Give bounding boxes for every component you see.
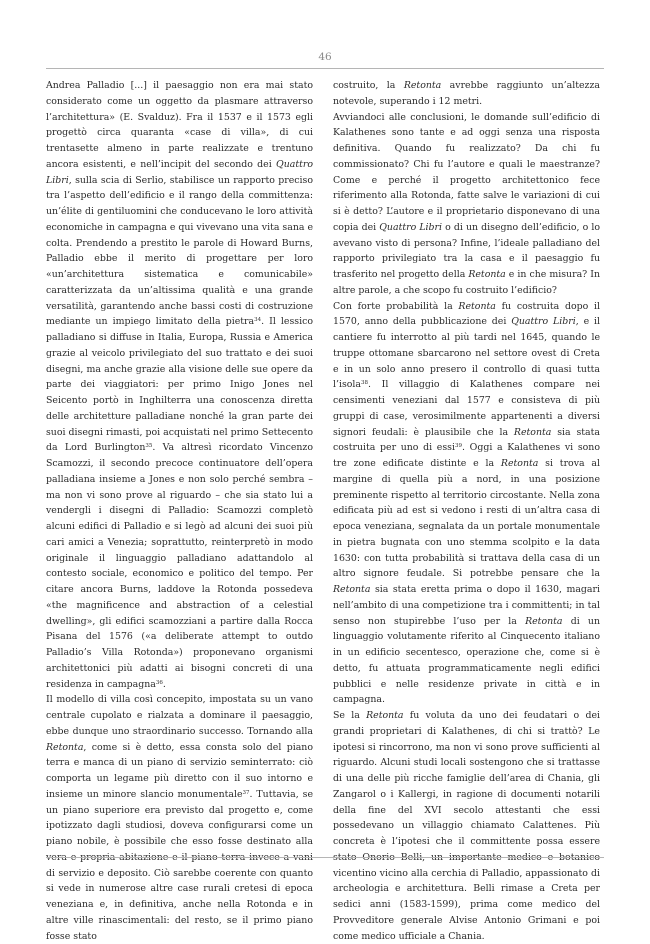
text-run: Avviandoci alle conclusioni, le domande sull’edificio di Kalathenes sono tante e ad oggi senza una risposta definitiva. Quando fu realizzato? Da chi fu commissionato? Chi fu l’autore e quali le maestranze? Come e perché il progetto architettonico fece riferimento alla Rotonda, fatte salve le variazioni di cui si è detto? L’autore e il proprietario disponevano di una copia dei xyxy=(333,111,600,233)
text-run: o di un disegno dell’edificio, o lo avevano visto di persona? Infine, l’ideale palladiano del rapporto privilegiato tra la casa e il paesaggio fu trasferito nel progetto della xyxy=(333,221,600,280)
text-run: costruito, la xyxy=(333,80,404,91)
italic-text: Quattro Libri xyxy=(46,158,313,186)
text-run: e in che misura? In altre parole, a che scopo fu costruito l’edificio? xyxy=(333,269,600,296)
italic-text: Retonta xyxy=(500,458,539,469)
text-run: Con forte probabilità la xyxy=(333,300,459,312)
text-run: Il modello di villa così concepito, impostata su un vano centrale cupolato e rialzata a dominare il paesaggio, ebbe dunque uno straordinario successo. Tornando alla xyxy=(46,694,313,737)
paragraph xyxy=(333,78,600,110)
text-run: avrebbe raggiunto un’altezza notevole, superando i 12 metri. xyxy=(333,80,600,107)
italic-text: Quattro Libri xyxy=(511,316,576,328)
text-run: . Tuttavia, se un piano superiore era previsto dal progetto e, come ipotizzato dagli studiosi, doveva configurarsi come un piano nobile, è possibile che esso fosse destinato alla vera e propria abitazione e il piano terra invece a vani di servizio e deposito. Ciò sarebbe coerente con quanto si vede in numerose altre case rurali cretesi di epoca veneziana e, in definitiva, anche nella Rotonda e in altre ville rinascimentali: del resto, se il primo piano fosse stato xyxy=(46,788,313,942)
text-run: , come si è detto, essa consta solo del piano terra e manca di un piano di servizio seminterrato: ciò comporta un legame più diretto con il suo intorno e insieme un minore slancio monumentale xyxy=(46,741,313,800)
footnote-marker: 39 xyxy=(454,443,462,450)
paragraph xyxy=(46,692,313,944)
italic-text: Retonta xyxy=(333,584,371,595)
page-number: 46 xyxy=(318,51,332,63)
footnote-marker: 34 xyxy=(254,317,262,324)
footnote-marker: 37 xyxy=(242,789,250,796)
text-run: sia stata costruita per uno di essi xyxy=(333,426,600,454)
italic-text: Retonta xyxy=(366,710,404,721)
italic-text: Retonta xyxy=(403,80,442,91)
text-run: fu voluta da uno dei feudatari o dei grandi proprietari di Kalathenes, di chi si trattò? Le ipotesi si rincorrono, ma non vi sono prove sufficienti al riguardo. Alcuni studi locali sostengono che si trattasse di una delle più ricche famiglie dell’area di Chania, gli Zangarol o i Kallergi, in ragione di documenti notarili della fine del XVI secolo attestanti che essi possedevano un villaggio chiamato Calattenes. Più concreta è l’ipotesi che il committente possa essere stato Onorio Belli, un importante medico e botanico vicentino vicino alla cerchia di Palladio, appassionato di archeologia e architettura. Belli rimase a Creta per sedici anni (1583-1599), prima come medico del Provveditore generale Alvise Antonio Grimani e poi come medico ufficiale a Chania. xyxy=(333,710,600,942)
paragraph xyxy=(333,110,600,299)
paragraph xyxy=(46,78,313,692)
paragraph xyxy=(333,708,600,944)
left-column xyxy=(46,78,313,942)
text-run: , e il cantiere fu interrotto al più tardi nel 1645, quando le truppe ottomane sbarcarono nel settore ovest di Creta e in un solo anno presero il controllo di quasi tutta l’isola xyxy=(333,316,600,391)
text-run: Andrea Palladio [...] il paesaggio non era mai stato considerato come un oggetto da plasmare attraverso l’architettura» (E. Svalduz). Fra il 1537 e il 1573 egli progettò circa quaranta «case di villa», di cui trentasette almeno in parte realizzate e trentuno ancora esistenti, e nell’incipit del secondo dei xyxy=(46,80,313,170)
italic-text: Retonta xyxy=(468,269,506,280)
text-run: si trova al margine di quella più a nord, in una posizione preminente rispetto al territorio circostante. Nella zona edificata più ad est si vedono i resti di un’altra casa di epoca veneziana, segnalata da un portale monumentale in pietra bugnata con uno stemma scolpito e la data 1630: con tutta probabilità si trattava della casa di un altro signore feudale. Si potrebbe pensare che la xyxy=(333,458,600,580)
text-run: sia stata eretta prima o dopo il 1630, magari nell’ambito di una competizione tra i committenti; in tal senso non stupirebbe l’uso per la xyxy=(333,584,600,627)
paragraph xyxy=(333,299,600,709)
text-run: , sulla scia di Serlio, stabilisce un rapporto preciso tra l’aspetto dell’edificio e il rango della committenza: un’élite di gentiluomini che conducevano le loro attività economiche in campagna e qui vivevano una vita sana e colta. Prendendo a prestito le parole di Howard Burns, Palladio ebbe il merito di progettare per loro «un’architettura sistematica e comunicabile» caratterizzata da un’altissima qualità e una grande versatilità, garantendo anche bassi costi di costruzione mediante un impiego limitato della pietra xyxy=(46,174,313,328)
text-run: . Il lessico palladiano si diffuse in Italia, Europa, Russia e America grazie al veicolo privilegiato del suo trattato e dei suoi disegni, ma anche grazie alla visione delle sue opere da parte dei viaggiatori: per primo Inigo Jones nel Seicento portò in Inghilterra una conoscenza diretta delle architetture palladiane nonché la gran parte dei suoi disegni rimasti, poi acquistati nel primo Settecento da Lord Burlington xyxy=(46,316,313,454)
text-run: . xyxy=(162,678,166,690)
footnote-marker: 35 xyxy=(145,443,153,450)
footnote-marker: 38 xyxy=(361,380,369,387)
italic-text: Retonta xyxy=(513,426,552,438)
italic-text: Retonta xyxy=(458,300,496,312)
text-run: di un linguaggio volutamente riferito al Cinquecento italiano in un edificio secentesco, operazione che, come si è detto, fu attuata programmaticamente negli edifici pubblici e nelle residenze private in città e in campagna. xyxy=(333,615,600,706)
italic-text: Quattro Libri xyxy=(379,221,443,233)
italic-text: Retonta xyxy=(525,615,563,627)
text-run: . Oggi a Kalathenes vi sono tre zone edificate distinte e la xyxy=(333,442,600,469)
bottom-rule xyxy=(46,857,604,858)
text-run: Se la xyxy=(333,710,367,721)
italic-text: Retonta xyxy=(46,741,84,753)
footnote-marker: 36 xyxy=(155,679,163,686)
text-run: . Va altresì ricordato Vincenzo Scamozzi, il secondo precoce continuatore dell’opera palladiana insieme a Jones e non solo perché sembra – ma non vi sono prove al riguardo – che sia stato lui a vendergli i disegni di Palladio: Scamozzi completò alcuni edifici di Palladio e si legò ad alcuni dei suoi più cari amici a Venezia; soprattutto, reinterpretò in modo originale il linguaggio palladiano adattandolo al contesto sociale, economico e politico del tempo. Per citare ancora Burns, laddove la Rotonda possedeva «the magnificence and abstraction of a celestial dwelling», gli edifici scamozziani a partire dalla Rocca Pisana del 1576 («a deliberate attempt to outdo Palladio’s Villa Rotonda») proponevano organismi architettonici più adatti ai bisogni concreti di una residenza in campagna xyxy=(46,442,313,690)
text-run: fu costruita dopo il 1570, anno della pubblicazione dei xyxy=(333,300,600,328)
right-column xyxy=(333,78,600,942)
text-run: . Il villaggio di Kalathenes compare nei censimenti veneziani dal 1577 e consisteva di più gruppi di case, verosimilmente appartenenti a diversi signori feudali: è plausibile che la xyxy=(333,379,600,438)
top-rule xyxy=(46,68,604,69)
